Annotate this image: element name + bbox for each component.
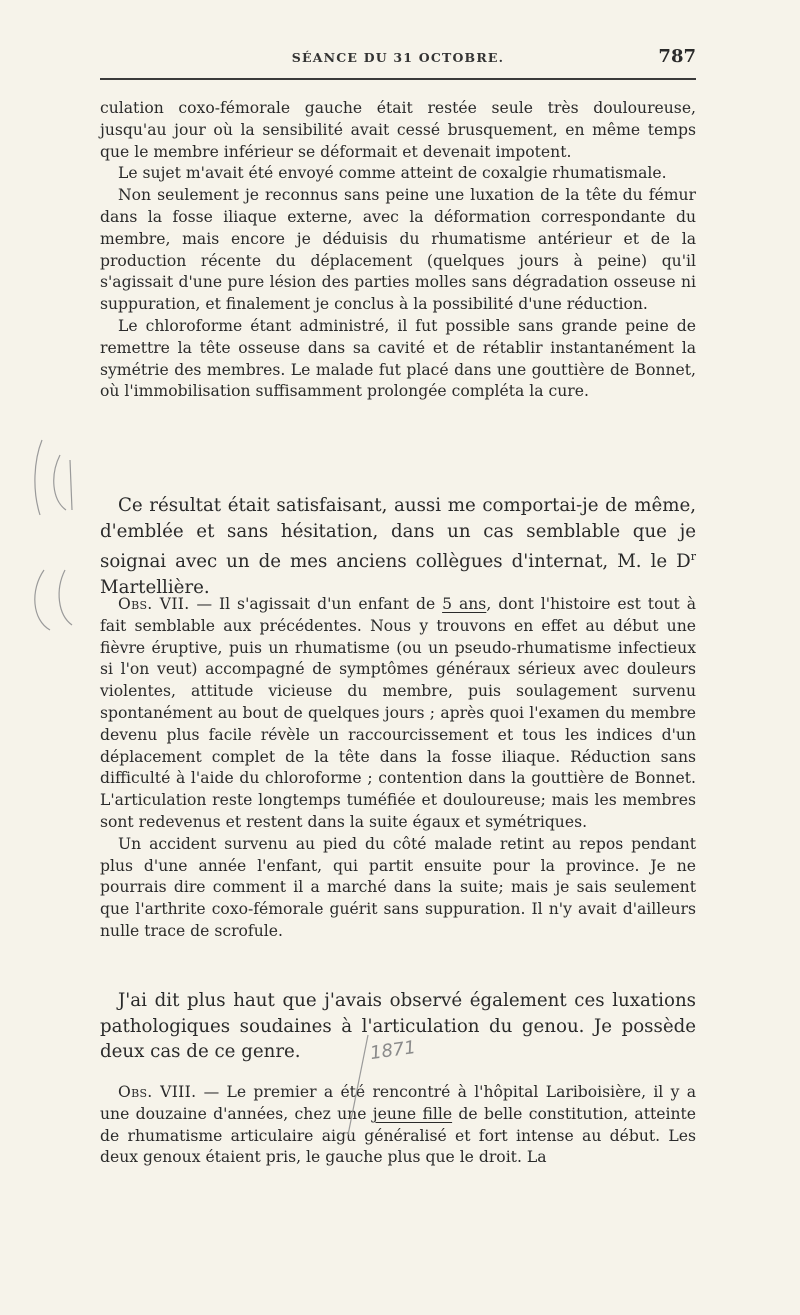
result-name: Martellière. [100, 576, 210, 598]
obs-vii-paragraph-2: Un accident survenu au pied du côté malade retint au repos pendant plus d'une année l'enfant, qui partit ensuite pour la province. Je ne pourrais dire comment il a marché dans la suite; mais je sais seulement que l'arthrite coxo-fémorale guérit sans suppuration. Il n'y avait d'ailleurs nulle trace de scrofule. [100, 834, 696, 940]
handwritten-year: 1871 [368, 1036, 418, 1065]
running-head-title: SÉANCE DU 31 OCTOBRE. [291, 50, 505, 65]
obs-viii-label: Obs. VIII. [118, 1083, 197, 1101]
observation-seven [100, 594, 696, 943]
obs-vii-text-a: — Il s'agissait d'un enfant de [189, 595, 443, 613]
obs-vii-label: Obs. VII. [118, 595, 190, 613]
obs-vii-underlined-age: 5 ans [442, 595, 487, 613]
doctor-superscript: r [690, 550, 696, 563]
result-text: Ce résultat était satisfaisant, aussi me comportai-je de même, d'emblée et sans hésitation, dans un cas semblable que je soignai avec un de mes anciens collègues d'internat, M. le D [100, 495, 696, 573]
obs-viii-text-a: — Le premier a été rencontré à l'hôpital Lariboisière, il y a une douzaine d'années, chez une [100, 1083, 696, 1123]
observation-eight [100, 1082, 696, 1169]
paragraph-continuation: culation coxo-fémorale gauche était restée seule très douloureuse, jusqu'au jour où la sensibilité avait cessé brusquement, en même temps que le membre inférieur se déformait et devenait impotent. [100, 99, 696, 161]
pencil-margin-marks [20, 420, 90, 640]
obs-viii-underlined: jeune fille [372, 1104, 453, 1123]
obs-viii-text-b: de belle constitution, atteinte de rhumatisme articulaire aigu généralisé et fort intense au début. Les deux genoux étaient pris, le gauche plus que le droit. La [100, 1104, 696, 1167]
paragraph-reduction: Le chloroforme étant administré, il fut possible sans grande peine de remettre la tête osseuse dans sa cavité et de rétablir instantanément la symétrie des membres. Le malade fut placé dans une gouttière de Bonnet, où l'immobilisation suffisamment prolongée compléta la cure. [100, 316, 696, 401]
body-paragraph-result [100, 493, 696, 600]
pencil-slash [338, 1030, 378, 1140]
obs-vii-text-b: , dont l'histoire est tout à fait semblable aux précédentes. Nous y trouvons en effet au début une fièvre éruptive, puis un rhumatisme (ou un pseudo-rhumatisme infectieux si l'on veut) accompagné de symptômes généraux sérieux avec douleurs violentes, attitude vicieuse du membre, puis soulagement survenu spontanément au bout de quelques jours ; après quoi l'examen du membre devenu plus facile révèle un raccourcissement et tous les indices d'un déplacement complet de la tête dans la fosse iliaque. Réduction sans difficulté à l'aide du chloroforme ; contention dans la gouttière de Bonnet. L'articulation reste longtemps tuméfiée et douloureuse; mais les membres sont redevenus et restent dans la suite égaux et symétriques. [100, 595, 696, 831]
paragraph-coxalgie: Le sujet m'avait été envoyé comme atteint de coxalgie rhumatismale. [118, 164, 667, 183]
paragraph-genou: J'ai dit plus haut que j'avais observé également ces luxations pathologiques soudaines à l'articulation du genou. Je possède deux cas de ce genre. [100, 990, 696, 1062]
running-head [100, 46, 696, 70]
paragraph-diagnosis: Non seulement je reconnus sans peine une luxation de la tête du fémur dans la fosse iliaque externe, avec la déformation correspondante du membre, mais encore je déduisis du rhumatisme antérieur et de la production récente du déplacement (quelques jours à peine) qu'il s'agissait d'une pure lésion des parties molles sans dégradation osseuse ni suppuration, et finalement je conclus à la possibilité d'une réduction. [100, 186, 696, 314]
page-number: 787 [658, 46, 696, 67]
header-rule [100, 78, 696, 80]
continuation-section [100, 98, 696, 403]
